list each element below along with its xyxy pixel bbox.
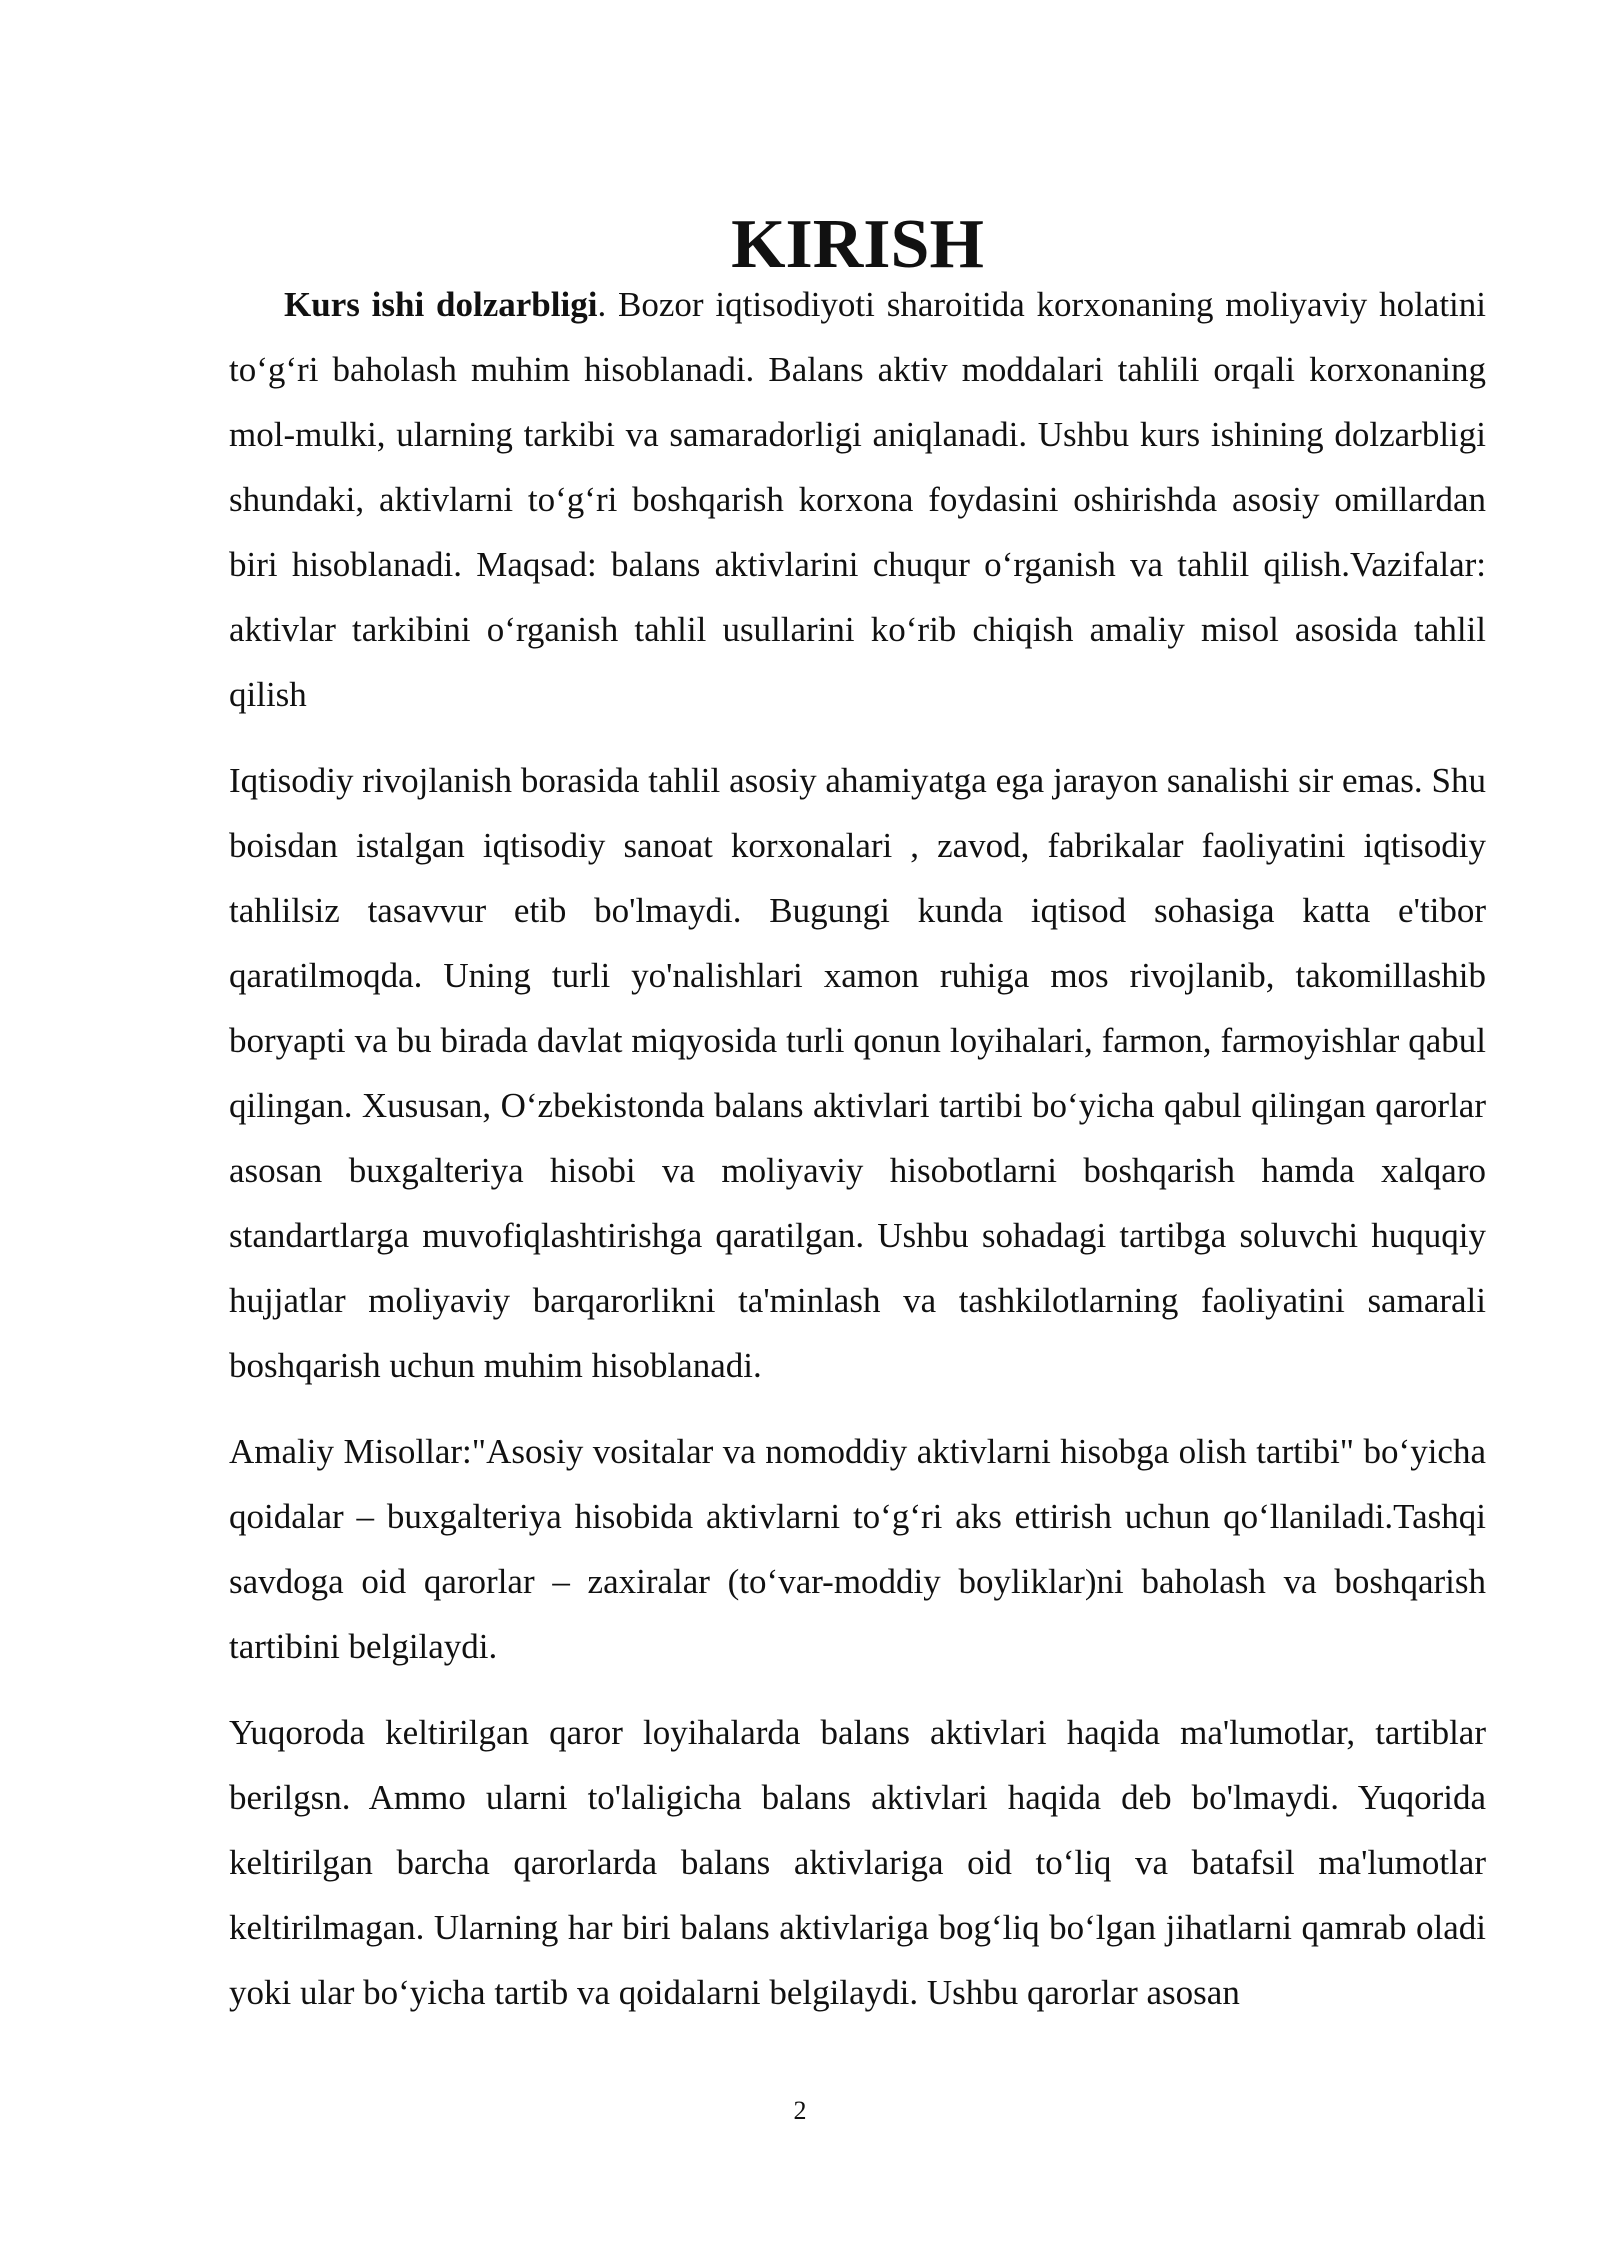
paragraph-lead: Kurs ishi dolzarbligi: [284, 285, 598, 324]
page-number: 2: [793, 2096, 807, 2125]
paragraph-decisions-summary: [229, 1700, 1486, 2025]
page-content: [229, 206, 1487, 2025]
paragraph-practical-examples: [229, 1419, 1486, 1679]
paragraph-economic-development: [229, 748, 1486, 1398]
paragraph-text: Amaliy Misollar:"Asosiy vositalar va nomoddiy aktivlarni hisobga olish tartibi" bo‘yicha qoidalar – buxgalteriya hisobida aktivlarni to‘g‘ri aks ettirish uchun qo‘llaniladi.Tashqi savdoga oid qarorlar – zaxiralar (to‘var-moddiy boyliklar)ni baholash va boshqarish tartibini belgilaydi.: [229, 1432, 1486, 1666]
section-title: KIRISH: [731, 206, 984, 283]
paragraph-relevance: [229, 272, 1486, 727]
paragraph-text: Yuqoroda keltirilgan qaror loyihalarda balans aktivlari haqida ma'lumotlar, tartiblar berilgsn. Ammo ularni to'laligicha balans aktivlari haqida deb bo'lmaydi. Yuqorida keltirilgan barcha qarorlarda balans aktivlariga oid to‘liq va batafsil ma'lumotlar keltirilmagan. Ularning har biri balans aktivlariga bog‘liq bo‘lgan jihatlarni qamrab oladi yoki ular bo‘yicha tartib va qoidalarni belgilaydi. Ushbu qarorlar asosan: [229, 1713, 1486, 2012]
paragraph-text: . Bozor iqtisodiyoti sharoitida korxonaning moliyaviy holatini to‘g‘ri baholash muhim hisoblanadi. Balans aktiv moddalari tahlili orqali korxonaning mol-mulki, ularning tarkibi va samaradorligi aniqlanadi. Ushbu kurs ishining dolzarbligi shundaki, aktivlarni to‘g‘ri boshqarish korxona foydasini oshirishda asosiy omillardan biri hisoblanadi. Maqsad: balans aktivlarini chuqur o‘rganish va tahlil qilish.Vazifalar: aktivlar tarkibini o‘rganish tahlil usullarini ko‘rib chiqish amaliy misol asosida tahlil qilish: [229, 285, 1487, 714]
paragraph-text: Iqtisodiy rivojlanish borasida tahlil asosiy ahamiyatga ega jarayon sanalishi sir emas. Shu boisdan istalgan iqtisodiy sanoat korxonalari , zavod, fabrikalar faoliyatini iqtisodiy tahlilsiz tasavvur etib bo'lmaydi. Bugungi kunda iqtisod sohasiga katta e'tibor qaratilmoqda. Uning turli yo'nalishlari xamon ruhiga mos rivojlanib, takomillashib boryapti va bu birada davlat miqyosida turli qonun loyihalari, farmon, farmoyishlar qabul qilingan. Xususan, O‘zbekistonda balans aktivlari tartibi bo‘yicha qabul qilingan qarorlar asosan buxgalteriya hisobi va moliyaviy hisobotlarni boshqarish hamda xalqaro standartlarga muvofiqlashtirishga qaratilgan. Ushbu sohadagi tartibga soluvchi huquqiy hujjatlar moliyaviy barqarorlikni ta'minlash va tashkilotlarning faoliyatini samarali boshqarish uchun muhim hisoblanadi.: [229, 761, 1486, 1385]
